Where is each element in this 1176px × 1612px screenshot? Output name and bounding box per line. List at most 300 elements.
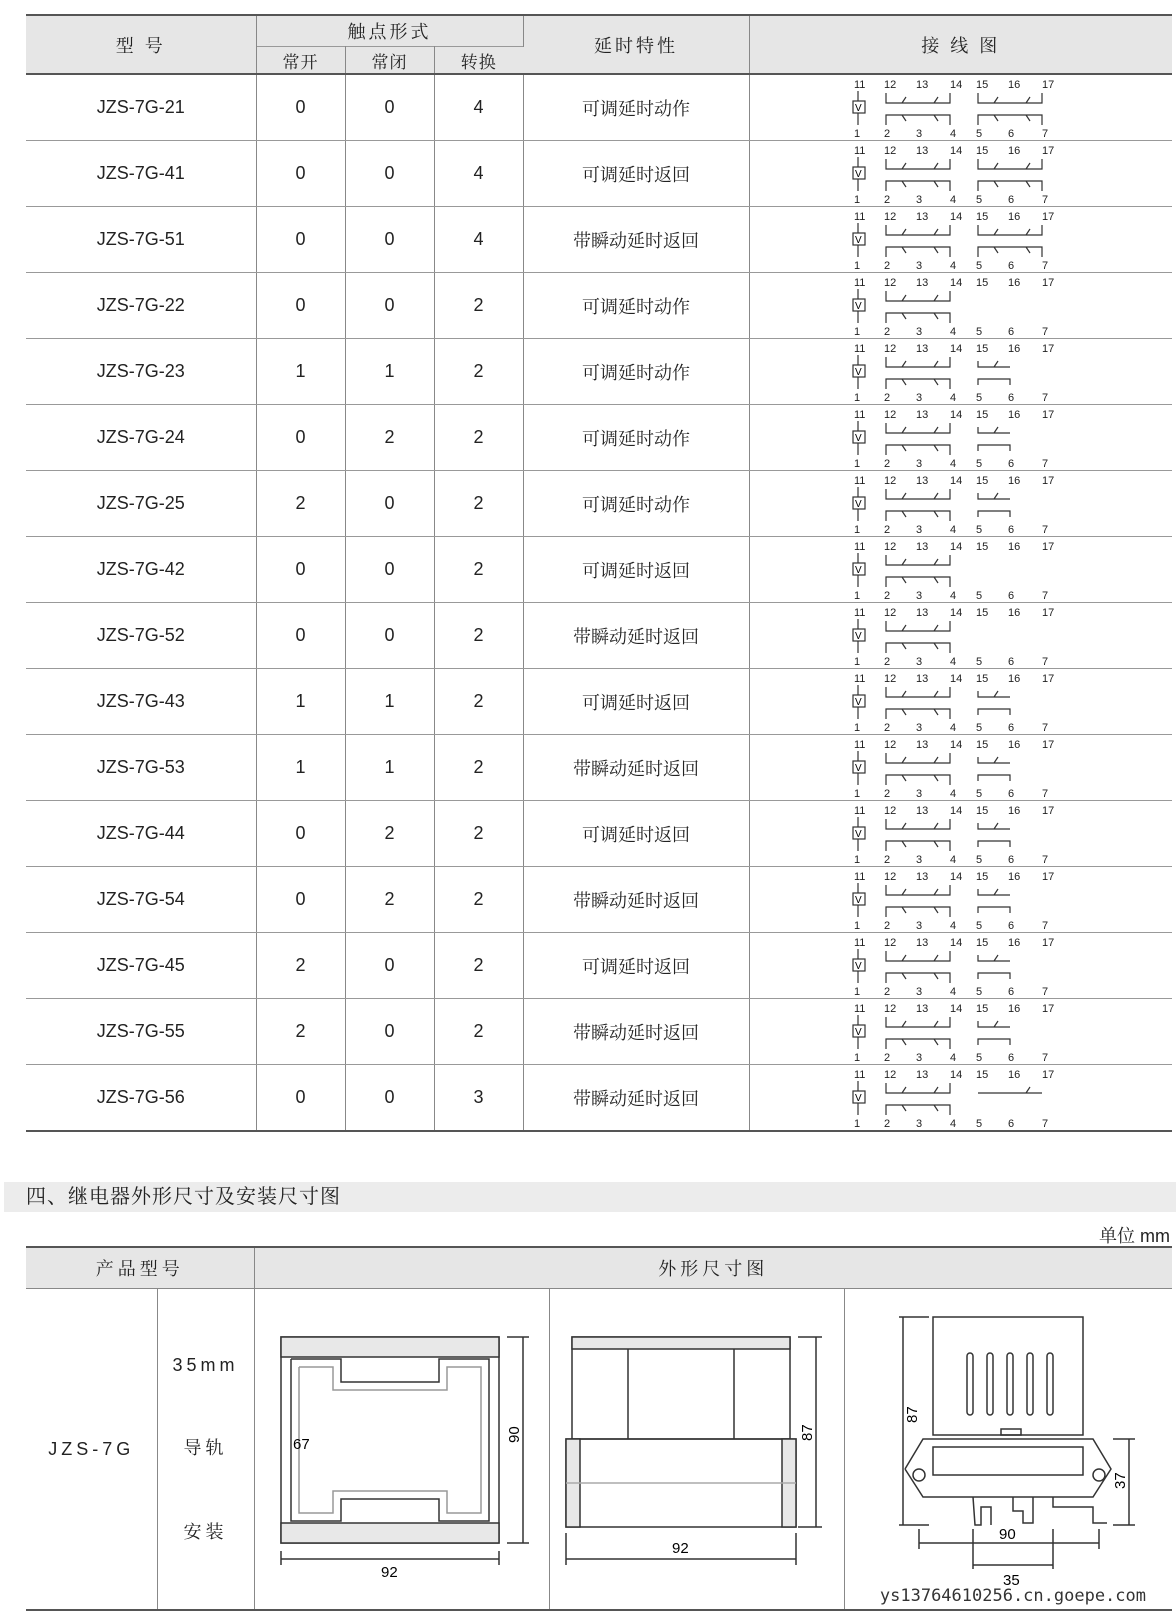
terminal-label: 2 — [883, 655, 890, 667]
terminal-label: 3 — [915, 853, 922, 865]
terminal-label: 11 — [853, 276, 865, 289]
terminal-label: 4 — [949, 1117, 956, 1129]
delay-cell: 带瞬动延时返回 — [523, 999, 749, 1065]
terminal-label: 17 — [1041, 672, 1054, 685]
terminal-label: 11 — [853, 936, 865, 949]
coil-label: V — [854, 828, 862, 840]
coil-label: V — [854, 696, 862, 708]
terminal-label: 14 — [949, 738, 962, 751]
rail-view-cell — [844, 1289, 1172, 1611]
delay-cell: 带瞬动延时返回 — [523, 603, 749, 669]
terminal-label: 14 — [949, 540, 962, 553]
wiring-diagram — [850, 539, 1060, 601]
terminal-label: 3 — [915, 523, 922, 535]
terminal-label: 14 — [949, 276, 962, 289]
delay-cell: 可调延时动作 — [523, 339, 749, 405]
model-cell: JZS-7G-43 — [26, 669, 256, 735]
mount-cell — [157, 1289, 254, 1611]
terminal-label: 6 — [1007, 919, 1014, 931]
terminal-label: 12 — [883, 342, 896, 355]
terminal-label: 2 — [883, 1117, 890, 1129]
nc-cell: 1 — [345, 339, 434, 405]
terminal-label: 17 — [1041, 1002, 1054, 1015]
no-cell: 0 — [256, 74, 345, 141]
table-row — [26, 735, 1172, 801]
coil-label: V — [854, 168, 862, 180]
terminal-label: 13 — [915, 738, 928, 751]
delay-cell: 可调延时动作 — [523, 471, 749, 537]
terminal-label: 17 — [1041, 342, 1054, 355]
table-row — [26, 999, 1172, 1065]
rail-depth-dim: 37 — [1112, 1471, 1130, 1489]
terminal-label: 2 — [883, 457, 890, 469]
terminal-label: 5 — [975, 853, 982, 865]
terminal-label: 2 — [883, 787, 890, 799]
terminal-label: 3 — [915, 391, 922, 403]
terminal-label: 4 — [949, 919, 956, 931]
wiring-diagram — [850, 341, 1060, 403]
model-cell: JZS-7G-56 — [26, 1065, 256, 1132]
wiring-diagram-cell — [749, 141, 1172, 207]
terminal-label: 12 — [883, 210, 896, 223]
terminal-label: 13 — [915, 804, 928, 817]
co-cell: 2 — [434, 405, 523, 471]
no-cell: 0 — [256, 867, 345, 933]
no-cell: 1 — [256, 735, 345, 801]
terminal-label: 15 — [975, 870, 988, 883]
terminal-label: 4 — [949, 1051, 956, 1063]
wiring-diagram — [850, 77, 1060, 139]
model-cell: JZS-7G-22 — [26, 273, 256, 339]
nc-cell: 0 — [345, 74, 434, 141]
terminal-label: 16 — [1007, 342, 1020, 355]
terminal-label: 11 — [853, 870, 865, 883]
terminal-label: 13 — [915, 672, 928, 685]
terminal-label: 1 — [853, 523, 860, 535]
terminal-label: 14 — [949, 804, 962, 817]
terminal-label: 16 — [1007, 870, 1020, 883]
nc-cell: 0 — [345, 207, 434, 273]
terminal-label: 13 — [915, 144, 928, 157]
terminal-label: 16 — [1007, 936, 1020, 949]
terminal-label: 11 — [853, 210, 865, 223]
wiring-diagram — [850, 1001, 1060, 1063]
co-cell: 2 — [434, 339, 523, 405]
table-row — [26, 603, 1172, 669]
terminal-label: 6 — [1007, 127, 1014, 139]
co-cell: 4 — [434, 141, 523, 207]
terminal-label: 17 — [1041, 78, 1054, 91]
rail-view-drawing — [863, 1297, 1153, 1597]
co-cell: 2 — [434, 603, 523, 669]
nc-cell: 2 — [345, 867, 434, 933]
terminal-label: 1 — [853, 1117, 860, 1129]
coil-label: V — [854, 498, 862, 510]
table-row — [26, 273, 1172, 339]
co-cell: 2 — [434, 999, 523, 1065]
terminal-label: 5 — [975, 391, 982, 403]
terminal-label: 16 — [1007, 606, 1020, 619]
side-width-dim: 92 — [671, 1539, 689, 1557]
wiring-diagram — [850, 737, 1060, 799]
wiring-diagram-cell — [749, 735, 1172, 801]
co-cell: 4 — [434, 207, 523, 273]
terminal-label: 7 — [1041, 919, 1048, 931]
front-width-dim: 92 — [380, 1563, 398, 1581]
terminal-label: 5 — [975, 721, 982, 733]
terminal-label: 1 — [853, 853, 860, 865]
terminal-label: 7 — [1041, 127, 1048, 139]
terminal-label: 7 — [1041, 457, 1048, 469]
contact-lines — [853, 751, 1010, 785]
terminal-label: 16 — [1007, 804, 1020, 817]
terminal-label: 17 — [1041, 540, 1054, 553]
terminal-label: 16 — [1007, 540, 1020, 553]
terminal-label: 14 — [949, 870, 962, 883]
terminal-label: 1 — [853, 259, 860, 271]
terminal-label: 2 — [883, 919, 890, 931]
terminal-label: 17 — [1041, 804, 1054, 817]
terminal-label: 13 — [915, 210, 928, 223]
front-view-drawing — [257, 1297, 547, 1597]
nc-cell: 0 — [345, 1065, 434, 1132]
terminal-label: 12 — [883, 672, 896, 685]
terminal-label: 12 — [883, 1068, 896, 1081]
contact-lines — [853, 421, 1010, 455]
model-cell: JZS-7G-54 — [26, 867, 256, 933]
terminal-label: 16 — [1007, 78, 1020, 91]
terminal-label: 5 — [975, 325, 982, 337]
no-cell: 2 — [256, 933, 345, 999]
no-cell: 0 — [256, 273, 345, 339]
terminal-label: 1 — [853, 919, 860, 931]
co-cell: 2 — [434, 273, 523, 339]
terminal-label: 1 — [853, 1051, 860, 1063]
terminal-label: 4 — [949, 127, 956, 139]
terminal-label: 7 — [1041, 853, 1048, 865]
terminal-label: 17 — [1041, 936, 1054, 949]
terminal-label: 3 — [915, 457, 922, 469]
terminal-label: 7 — [1041, 721, 1048, 733]
terminal-label: 11 — [853, 144, 865, 157]
wiring-diagram — [850, 803, 1060, 865]
nc-cell: 2 — [345, 405, 434, 471]
terminal-label: 12 — [883, 606, 896, 619]
nc-cell: 2 — [345, 801, 434, 867]
terminal-label: 7 — [1041, 193, 1048, 205]
wiring-diagram-cell — [749, 339, 1172, 405]
wiring-diagram — [850, 407, 1060, 469]
terminal-label: 6 — [1007, 457, 1014, 469]
terminal-label: 5 — [975, 1051, 982, 1063]
terminal-label: 6 — [1007, 391, 1014, 403]
terminal-label: 7 — [1041, 325, 1048, 337]
terminal-label: 5 — [975, 589, 982, 601]
wiring-diagram-cell — [749, 471, 1172, 537]
terminal-label: 7 — [1041, 1051, 1048, 1063]
header-wiring: 接 线 图 — [749, 15, 1172, 74]
wiring-diagram-cell — [749, 999, 1172, 1065]
contact-lines — [853, 355, 1010, 389]
model-cell: JZS-7G-51 — [26, 207, 256, 273]
mount-line-2: 导轨 — [183, 1437, 228, 1458]
terminal-label: 15 — [975, 1068, 988, 1081]
delay-cell: 可调延时返回 — [523, 933, 749, 999]
no-cell: 0 — [256, 537, 345, 603]
terminal-label: 6 — [1007, 325, 1014, 337]
co-cell: 2 — [434, 537, 523, 603]
coil-label: V — [854, 630, 862, 642]
terminal-label: 13 — [915, 1068, 928, 1081]
header-contact-form: 触点形式 — [256, 15, 523, 47]
terminal-label: 11 — [853, 342, 865, 355]
terminal-label: 17 — [1041, 738, 1054, 751]
terminal-label: 13 — [915, 606, 928, 619]
terminal-label: 13 — [915, 408, 928, 421]
delay-cell: 可调延时动作 — [523, 405, 749, 471]
coil-label: V — [854, 1092, 862, 1104]
contact-lines — [853, 817, 1010, 851]
terminal-label: 16 — [1007, 738, 1020, 751]
coil-label: V — [854, 762, 862, 774]
delay-cell: 带瞬动延时返回 — [523, 207, 749, 273]
wiring-diagram-cell — [749, 801, 1172, 867]
terminal-label: 4 — [949, 655, 956, 667]
co-cell: 4 — [434, 74, 523, 141]
terminal-label: 5 — [975, 787, 982, 799]
wiring-diagram-cell — [749, 669, 1172, 735]
delay-cell: 可调延时返回 — [523, 537, 749, 603]
terminal-label: 5 — [975, 193, 982, 205]
delay-cell: 可调延时动作 — [523, 74, 749, 141]
delay-cell: 可调延时返回 — [523, 141, 749, 207]
terminal-label: 14 — [949, 342, 962, 355]
coil-label: V — [854, 960, 862, 972]
terminal-label: 7 — [1041, 259, 1048, 271]
terminal-label: 4 — [949, 589, 956, 601]
front-view-cell — [254, 1289, 549, 1611]
table-row — [26, 471, 1172, 537]
terminal-label: 3 — [915, 259, 922, 271]
terminal-label: 13 — [915, 936, 928, 949]
terminal-label: 16 — [1007, 1002, 1020, 1015]
front-inner-dim: 67 — [292, 1435, 310, 1453]
terminal-label: 15 — [975, 408, 988, 421]
terminal-label: 3 — [915, 655, 922, 667]
terminal-label: 7 — [1041, 985, 1048, 997]
terminal-label: 13 — [915, 474, 928, 487]
contact-lines — [853, 1015, 1010, 1049]
co-cell: 2 — [434, 801, 523, 867]
terminal-label: 5 — [975, 1117, 982, 1129]
model-cell: JZS-7G-44 — [26, 801, 256, 867]
wiring-diagram-cell — [749, 273, 1172, 339]
side-view-drawing — [552, 1297, 842, 1597]
mount-line-1: 35mm — [172, 1354, 239, 1375]
no-cell: 0 — [256, 1065, 345, 1132]
terminal-label: 15 — [975, 210, 988, 223]
terminal-label: 15 — [975, 144, 988, 157]
terminal-label: 15 — [975, 474, 988, 487]
nc-cell: 0 — [345, 141, 434, 207]
contact-lines — [853, 91, 1042, 125]
rail-width-dim: 90 — [999, 1525, 1016, 1543]
terminal-label: 4 — [949, 853, 956, 865]
wiring-diagram — [850, 671, 1060, 733]
terminal-label: 4 — [949, 985, 956, 997]
terminal-label: 15 — [975, 672, 988, 685]
terminal-label: 15 — [975, 936, 988, 949]
co-cell: 2 — [434, 933, 523, 999]
terminal-label: 7 — [1041, 391, 1048, 403]
side-view-cell — [549, 1289, 844, 1611]
terminal-label: 2 — [883, 259, 890, 271]
wiring-diagram — [850, 869, 1060, 931]
terminal-label: 2 — [883, 391, 890, 403]
table-row — [26, 405, 1172, 471]
no-cell: 1 — [256, 339, 345, 405]
terminal-label: 14 — [949, 672, 962, 685]
coil-label: V — [854, 432, 862, 444]
contact-lines — [853, 949, 1010, 983]
no-cell: 2 — [256, 999, 345, 1065]
terminal-label: 3 — [915, 1051, 922, 1063]
table-row — [26, 867, 1172, 933]
terminal-label: 16 — [1007, 210, 1020, 223]
model-cell: JZS-7G-24 — [26, 405, 256, 471]
terminal-label: 13 — [915, 78, 928, 91]
terminal-label: 17 — [1041, 144, 1054, 157]
side-height-dim: 87 — [798, 1423, 816, 1441]
terminal-label: 16 — [1007, 474, 1020, 487]
terminal-label: 16 — [1007, 276, 1020, 289]
terminal-label: 6 — [1007, 985, 1014, 997]
coil-label: V — [854, 234, 862, 246]
terminal-label: 12 — [883, 870, 896, 883]
terminal-label: 6 — [1007, 655, 1014, 667]
contact-lines — [853, 553, 950, 587]
terminal-label: 12 — [883, 408, 896, 421]
terminal-label: 16 — [1007, 1068, 1020, 1081]
terminal-label: 12 — [883, 540, 896, 553]
terminal-label: 3 — [915, 1117, 922, 1129]
terminal-label: 2 — [883, 523, 890, 535]
delay-cell: 带瞬动延时返回 — [523, 735, 749, 801]
terminal-label: 3 — [915, 985, 922, 997]
nc-cell: 1 — [345, 735, 434, 801]
front-height-dim: 90 — [505, 1425, 523, 1443]
terminal-label: 14 — [949, 936, 962, 949]
terminal-label: 11 — [853, 78, 865, 91]
terminal-label: 12 — [883, 276, 896, 289]
terminal-label: 12 — [883, 144, 896, 157]
coil-label: V — [854, 300, 862, 312]
wiring-diagram — [850, 935, 1060, 997]
no-cell: 2 — [256, 471, 345, 537]
no-cell: 0 — [256, 405, 345, 471]
terminal-label: 5 — [975, 985, 982, 997]
no-cell: 0 — [256, 141, 345, 207]
terminal-label: 4 — [949, 721, 956, 733]
delay-cell: 可调延时返回 — [523, 801, 749, 867]
contact-lines — [853, 289, 950, 323]
co-cell: 2 — [434, 735, 523, 801]
contact-lines — [853, 157, 1042, 191]
terminal-label: 16 — [1007, 672, 1020, 685]
nc-cell: 0 — [345, 999, 434, 1065]
terminal-label: 17 — [1041, 276, 1054, 289]
terminal-label: 6 — [1007, 721, 1014, 733]
terminal-label: 14 — [949, 210, 962, 223]
header-no: 常开 — [256, 47, 345, 75]
terminal-label: 15 — [975, 738, 988, 751]
terminal-label: 6 — [1007, 1117, 1014, 1129]
terminal-label: 15 — [975, 276, 988, 289]
terminal-label: 2 — [883, 325, 890, 337]
terminal-label: 12 — [883, 1002, 896, 1015]
terminal-label: 11 — [853, 408, 865, 421]
terminal-label: 6 — [1007, 193, 1014, 205]
terminal-label: 2 — [883, 721, 890, 733]
header-changeover: 转换 — [434, 47, 523, 75]
wiring-diagram-cell — [749, 207, 1172, 273]
section-title: 四、继电器外形尺寸及安装尺寸图 — [4, 1182, 1176, 1212]
table-row — [26, 339, 1172, 405]
terminal-label: 17 — [1041, 1068, 1054, 1081]
terminal-label: 1 — [853, 721, 860, 733]
nc-cell: 0 — [345, 933, 434, 999]
terminal-label: 11 — [853, 540, 865, 553]
nc-cell: 0 — [345, 273, 434, 339]
model-cell: JZS-7G-52 — [26, 603, 256, 669]
terminal-label: 4 — [949, 193, 956, 205]
co-cell: 2 — [434, 471, 523, 537]
contact-lines — [853, 685, 1010, 719]
terminal-label: 15 — [975, 1002, 988, 1015]
product-model: JZS-7G — [48, 1438, 135, 1459]
wiring-diagram-cell — [749, 867, 1172, 933]
table-row — [26, 669, 1172, 735]
terminal-label: 11 — [853, 738, 865, 751]
coil-label: V — [854, 564, 862, 576]
no-cell: 1 — [256, 669, 345, 735]
terminal-label: 4 — [949, 787, 956, 799]
terminal-label: 13 — [915, 870, 928, 883]
terminal-label: 4 — [949, 391, 956, 403]
terminal-label: 4 — [949, 259, 956, 271]
header-delay: 延时特性 — [523, 15, 749, 74]
terminal-label: 2 — [883, 985, 890, 997]
terminal-label: 6 — [1007, 589, 1014, 601]
contact-lines — [853, 883, 1010, 917]
wiring-diagram-cell — [749, 933, 1172, 999]
wiring-diagram — [850, 1067, 1060, 1129]
terminal-label: 11 — [853, 1002, 865, 1015]
product-model-cell — [26, 1289, 157, 1611]
terminal-label: 1 — [853, 391, 860, 403]
header-model: 型 号 — [26, 15, 256, 74]
wiring-diagram — [850, 605, 1060, 667]
terminal-label: 3 — [915, 919, 922, 931]
wiring-diagram-cell — [749, 1065, 1172, 1132]
terminal-label: 7 — [1041, 655, 1048, 667]
header-nc: 常闭 — [345, 47, 434, 75]
coil-label: V — [854, 894, 862, 906]
no-cell: 0 — [256, 801, 345, 867]
terminal-label: 3 — [915, 127, 922, 139]
terminal-label: 15 — [975, 78, 988, 91]
terminal-label: 11 — [853, 606, 865, 619]
